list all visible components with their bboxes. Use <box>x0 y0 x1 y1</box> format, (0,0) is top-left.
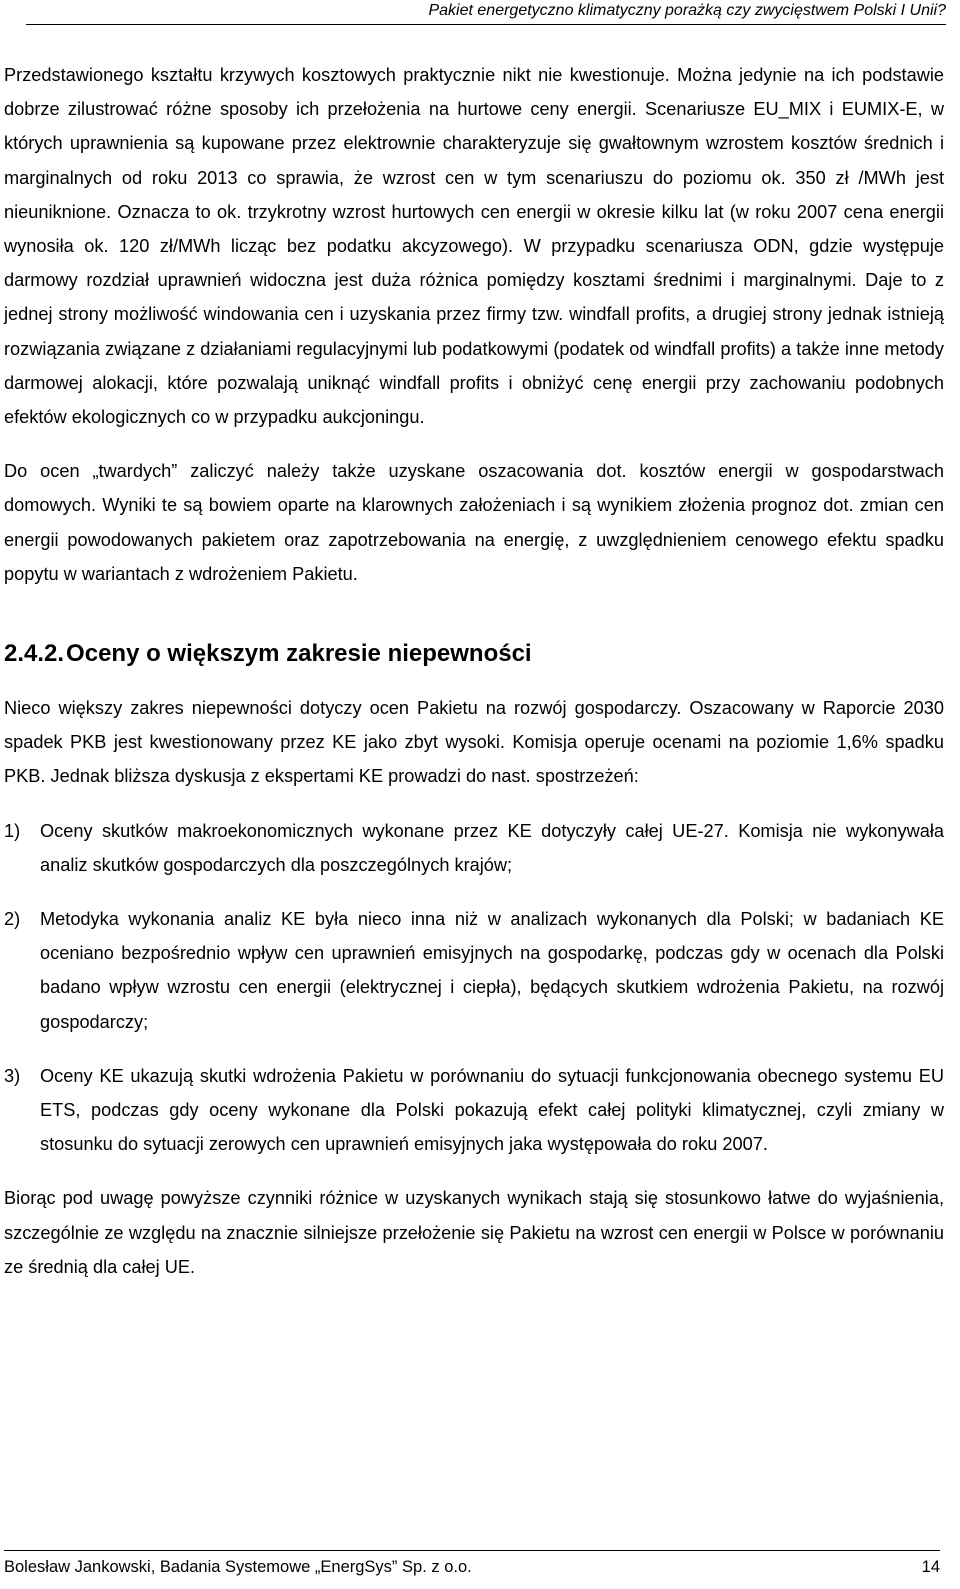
list-marker: 2) <box>4 909 21 930</box>
paragraph-conclusion: Biorąc pod uwagę powyższe czynniki różnice w uzyskanych wynikach stają się stosunkowo łatwe do wyjaśnienia, szczególnie ze względu na znacznie silniejsze przełożenie się Pakietu na wzrost cen energii w Polsce w porównaniu ze średnią dla całej UE. <box>4 1188 944 1277</box>
list-gap <box>4 1039 944 1059</box>
section-title: Oceny o większym zakresie niepewności <box>66 640 532 668</box>
paragraph-section-intro: Nieco większy zakres niepewności dotyczy ocen Pakietu na rozwój gospodarczy. Oszacowany w Raporcie 2030 spadek PKB jest kwestionowany przez KE jako zbyt wysoki. Komisja operuje ocenami na poziomie 1,6% spadku PKB. Jednak bliższa dyskusja z ekspertami KE prowadzi do nast. spostrzeżeń: <box>4 698 944 787</box>
footer-author: Bolesław Jankowski, Badania Systemowe „EnergSys” Sp. z o.o. <box>4 1558 472 1576</box>
running-footer <box>4 1550 940 1578</box>
list-item-text: Oceny skutków makroekonomicznych wykonane przez KE dotyczyły całej UE-27. Komisja nie wykonywała analiz skutków gospodarczych dla poszczególnych krajów; <box>40 820 944 875</box>
list-gap <box>4 882 944 902</box>
page-number: 14 <box>921 1558 940 1576</box>
list-gap <box>4 794 944 814</box>
running-header: Pakiet energetyczno klimatyczny porażką czy zwycięstwem Polski I Unii? <box>26 0 946 25</box>
list-item-text: Metodyka wykonania analiz KE była nieco inna niż w analizach wykonanych dla Polski; w badaniach KE oceniano bezpośrednio wpływ cen uprawnień emisyjnych na gospodarkę, podczas gdy w ocenach dla Polski badano wpływ wzrostu cen energii (elektrycznej i ciepła), będących skutkiem wdrożenia Pakietu, na rozwój gospodarczy; <box>40 909 944 1032</box>
list-gap <box>4 1161 944 1181</box>
list-item-text: Oceny KE ukazują skutki wdrożenia Pakietu w porównaniu do sytuacji funkcjonowania obecnego systemu EU ETS, podczas gdy oceny wykonane dla Polski pokazują efekt całej polityki klimatycznej, czyli zmiany w stosunku do sytuacji zerowych cen uprawnień emisyjnych jaka występowała do roku 2007. <box>40 1065 944 1155</box>
list-item <box>4 1059 944 1162</box>
paragraph-household-costs: Do ocen „twardych” zaliczyć należy także uzyskane oszacowania dot. kosztów energii w gospodarstwach domowych. Wyniki te są bowiem oparte na klarownych założeniach i są wynikiem złożenia prognoz dot. zmian cen energii powodowanych pakietem oraz zapotrzebowania na energię, z uwzględnieniem cenowego efektu spadku popytu w wariantach z wdrożeniem Pakietu. <box>4 461 944 584</box>
list-marker: 3) <box>4 1065 21 1086</box>
list-item <box>4 814 944 882</box>
section-number: 2.4.2. <box>4 640 65 668</box>
paragraph-cost-curves: Przedstawionego kształtu krzywych kosztowych praktycznie nikt nie kwestionuje. Można jedynie na ich podstawie dobrze zilustrować różne sposoby ich przełożenia na hurtowe ceny energii. Scenariusze EU_MIX i EUMIX-E, w których uprawnienia są kupowane przez elektrownie charakteryzuje się gwałtownym wzrostem kosztów średnich i marginalnych od roku 2013 co sprawia, że wzrost cen w tym scenariuszu do poziomu ok. 350 zł /MWh jest nieuniknione. Oznacza to ok. trzykrotny wzrost hurtowych cen energii w okresie kilku lat (w roku 2007 cena energii wynosiła ok. 120 zł/MWh licząc bez podatku akcyzowego). W przypadku scenariusza ODN, gdzie występuje darmowy rozdział uprawnień widoczna jest duża różnica pomiędzy kosztami średnimi i marginalnymi. Daje to z jednej strony możliwość windowania cen i uzyskania przez firmy tzw. windfall profits, a drugiej strony jednak istnieją rozwiązania związane z działaniami regulacyjnymi lub podatkowymi (podatek od windfall profits) a także inne metody darmowej alokacji, które pozwalają uniknąć windfall profits i obniżyć cenę energii przy zachowaniu podobnych efektów ekologicznych co w przypadku aukcjoningu. <box>4 65 944 428</box>
list-marker: 1) <box>4 820 21 841</box>
section-heading <box>4 637 944 671</box>
section-gap <box>4 591 944 637</box>
heading-gap <box>4 671 944 691</box>
list-item <box>4 902 944 1039</box>
document-body <box>4 58 944 1284</box>
paragraph-gap <box>4 434 944 454</box>
